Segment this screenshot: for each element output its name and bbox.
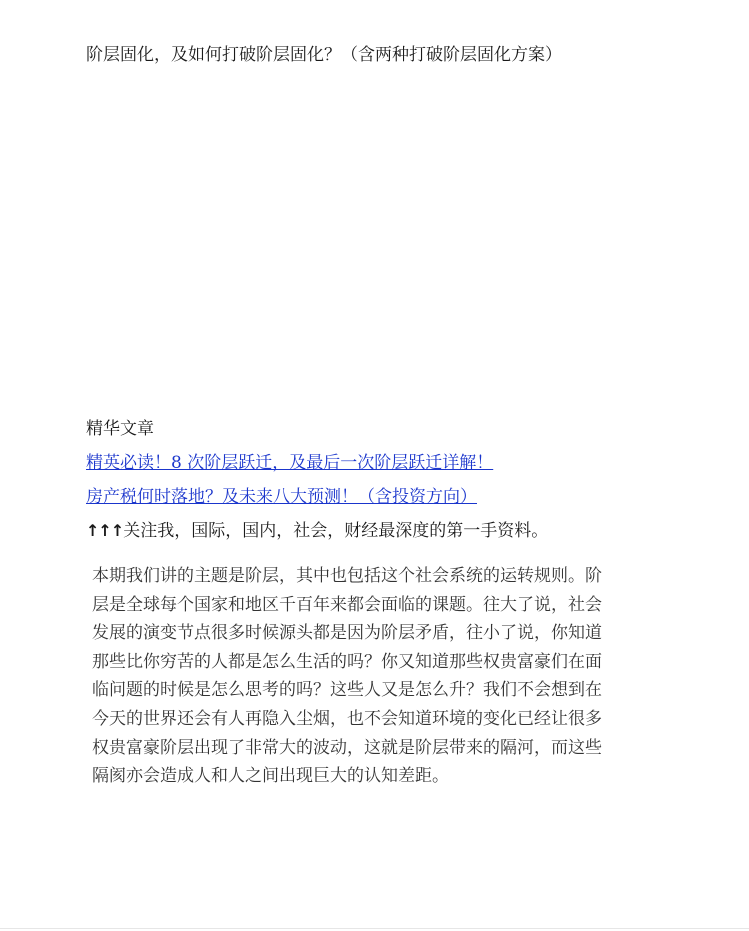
up-arrows-icon: ↑↑↑ <box>86 521 124 540</box>
article-body-paragraph: 本期我们讲的主题是阶层，其中也包括这个社会系统的运转规则。阶层是全球每个国家和地区千百年来都会面临的课题。往大了说，社会发展的演变节点很多时候源头都是因为阶层矛盾，往小了说，你知道那些比你穷苦的人都是怎么生活的吗？你又知道那些权贵富豪们在面临问题的时候是怎么思考的吗？这些人又是怎么升？我们不会想到在今天的世界还会有人再隐入尘烟，也不会知道环境的变化已经让很多权贵富豪阶层出现了非常大的波动，这就是阶层带来的隔河，而这些隔阂亦会造成人和人之间出现巨大的认知差距。 <box>92 566 602 787</box>
featured-articles-heading: 精华文章 <box>86 419 154 439</box>
follow-prompt-text: 关注我，国际，国内，社会，财经最深度的第一手资料。 <box>123 521 549 541</box>
article-title: 阶层固化，及如何打破阶层固化？（含两种打破阶层固化方案） <box>86 45 562 65</box>
featured-article-link-2[interactable]: 房产税何时落地？及未来八大预测！（含投资方向） <box>86 487 477 507</box>
bottom-divider <box>0 928 749 929</box>
follow-prompt <box>86 518 548 544</box>
featured-article-link-1[interactable]: 精英必读！8 次阶层跃迁，及最后一次阶层跃迁详解！ <box>86 453 494 473</box>
